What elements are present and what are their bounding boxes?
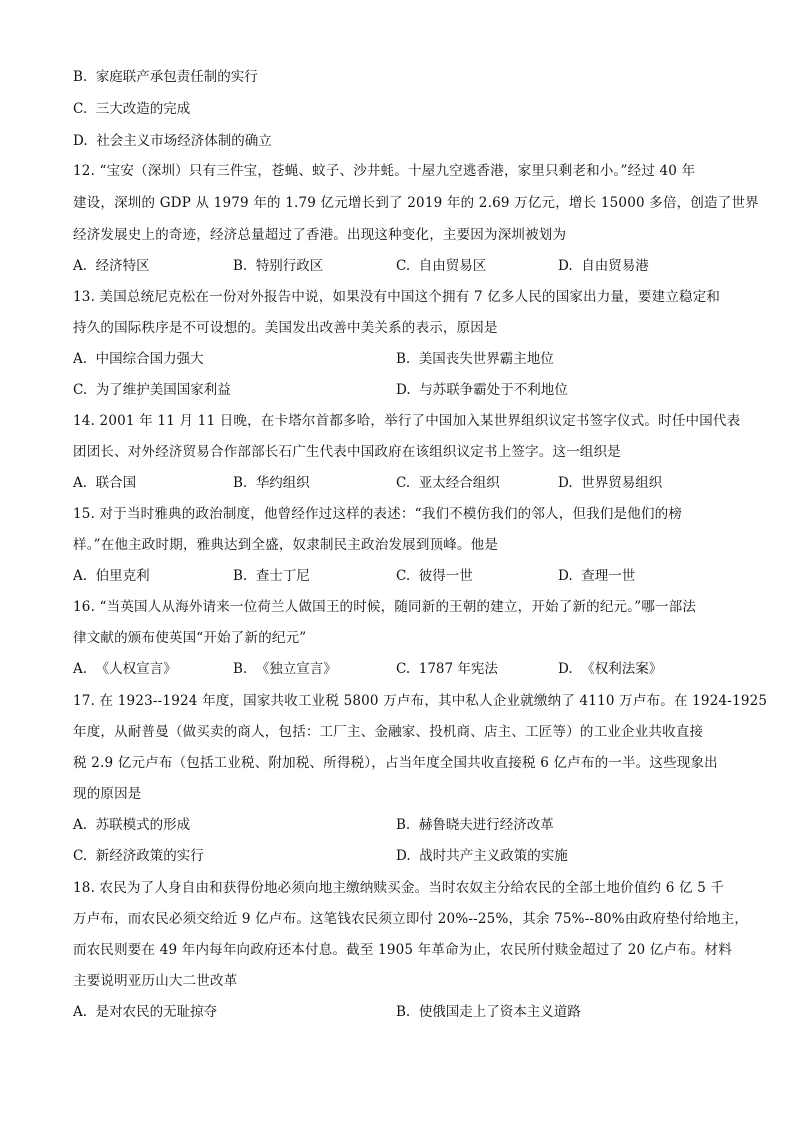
q18-option-b: B. 使俄国走上了资本主义道路 [396,1004,581,1020]
q14-option-a: A. 联合国 [73,475,137,491]
q13-option-d: D. 与苏联争霸处于不利地位 [396,382,568,398]
q18-stem-line-4: 主要说明亚历山大二世改革 [73,973,238,989]
q13-option-b: B. 美国丧失世界霸主地位 [396,351,554,367]
q15-option-c: C. 彼得一世 [396,568,473,584]
q18-stem-line-1: 18. 农民为了人身自由和获得份地必须向地主缴纳赎买金。当时农奴主分给农民的全部土地价值约 6 亿 5 千 [73,880,725,896]
q18-stem-line-2: 万卢布，而农民必须交给近 9 亿卢布。这笔钱农民须立即付 20%--25%，其余 75%--80%由政府垫付给地主， [73,911,749,927]
q14-option-b: B. 华约组织 [233,475,310,491]
q17-stem-line-2: 年度，从耐普曼（做买卖的商人，包括：工厂主、金融家、投机商、店主、工匠等）的工业企业共收直接 [73,724,704,740]
q13-option-c: C. 为了维护美国国家利益 [73,382,231,398]
q13-stem-line-2: 持久的国际秩序是不可设想的。美国发出改善中美关系的表示，原因是 [73,320,498,336]
q12-stem-line-3: 经济发展史上的奇迹，经济总量超过了香港。出现这种变化，主要因为深圳被划为 [73,227,567,243]
q15-option-d: D. 查理一世 [558,568,636,584]
q14-option-c: C. 亚太经合组织 [396,475,500,491]
q12-option-d: D. 自由贸易港 [558,258,649,274]
q16-option-b: B. 《独立宣言》 [233,661,337,677]
q16-option-a: A. 《人权宣言》 [73,661,177,677]
q16-option-d: D. 《权利法案》 [558,661,663,677]
q16-option-c: C. 1787 年宪法 [396,661,498,677]
q14-stem-line-2: 团团长、对外经济贸易合作部部长石广生代表中国政府在该组织议定书上签字。这一组织是 [73,444,621,460]
q15-option-a: A. 伯里克利 [73,568,150,584]
q17-stem-line-3: 税 2.9 亿元卢布（包括工业税、附加税、所得税），占当年度全国共收直接税 6 亿卢布的一半。这些现象出 [73,755,718,771]
q12-stem-line-2: 建设，深圳的 GDP 从 1979 年的 1.79 亿元增长到了 2019 年的 2.69 万亿元，增长 15000 多倍，创造了世界 [73,195,759,211]
q12-option-c: C. 自由贸易区 [396,258,487,274]
q17-option-b: B. 赫鲁晓夫进行经济改革 [396,817,554,833]
q11-option-d: D. 社会主义市场经济体制的确立 [73,133,272,149]
q16-stem-line-2: 律文献的颁布使英国“开始了新的纪元” [73,630,307,646]
q15-stem-line-2: 样。”在他主政时期，雅典达到全盛，奴隶制民主政治发展到顶峰。他是 [73,537,499,553]
q17-option-a: A. 苏联模式的形成 [73,817,191,833]
q13-option-a: A. 中国综合国力强大 [73,351,204,367]
q12-option-b: B. 特别行政区 [233,258,324,274]
q11-option-c: C. 三大改造的完成 [73,101,191,117]
q16-stem-line-1: 16. “当英国人从海外请来一位荷兰人做国王的时候，随同新的王朝的建立，开始了新的纪元。”哪一部法 [73,599,697,615]
q18-stem-line-3: 而农民则要在 49 年内每年向政府还本付息。截至 1905 年革命为止，农民所付赎金超过了 20 亿卢布。材料 [73,942,732,958]
q12-stem-line-1: 12. “宝安（深圳）只有三件宝，苍蝇、蚊子、沙井蚝。十屋九空逃香港，家里只剩老和小。”经过 40 年 [73,163,696,179]
q17-stem-line-1: 17. 在 1923--1924 年度，国家共收工业税 5800 万卢布，其中私人企业就缴纳了 4110 万卢布。在 1924-1925 [73,693,768,709]
q14-stem-line-1: 14. 2001 年 11 月 11 日晚，在卡塔尔首都多哈，举行了中国加入某世界组织议定书签字仪式。时任中国代表 [73,413,741,429]
q12-option-a: A. 经济特区 [73,258,150,274]
q17-stem-line-4: 现的原因是 [73,786,142,802]
q11-option-b: B. 家庭联产承包责任制的实行 [73,69,258,85]
q17-option-c: C. 新经济政策的实行 [73,848,204,864]
q15-stem-line-1: 15. 对于当时雅典的政治制度，他曾经作过这样的表述：“我们不模仿我们的邻人，但我们是他们的榜 [73,506,683,522]
q17-option-d: D. 战时共产主义政策的实施 [396,848,568,864]
q18-option-a: A. 是对农民的无耻掠夺 [73,1004,218,1020]
q15-option-b: B. 查士丁尼 [233,568,310,584]
q14-option-d: D. 世界贸易组织 [558,475,663,491]
q13-stem-line-1: 13. 美国总统尼克松在一份对外报告中说，如果没有中国这个拥有 7 亿多人民的国家出力量，要建立稳定和 [73,289,721,305]
